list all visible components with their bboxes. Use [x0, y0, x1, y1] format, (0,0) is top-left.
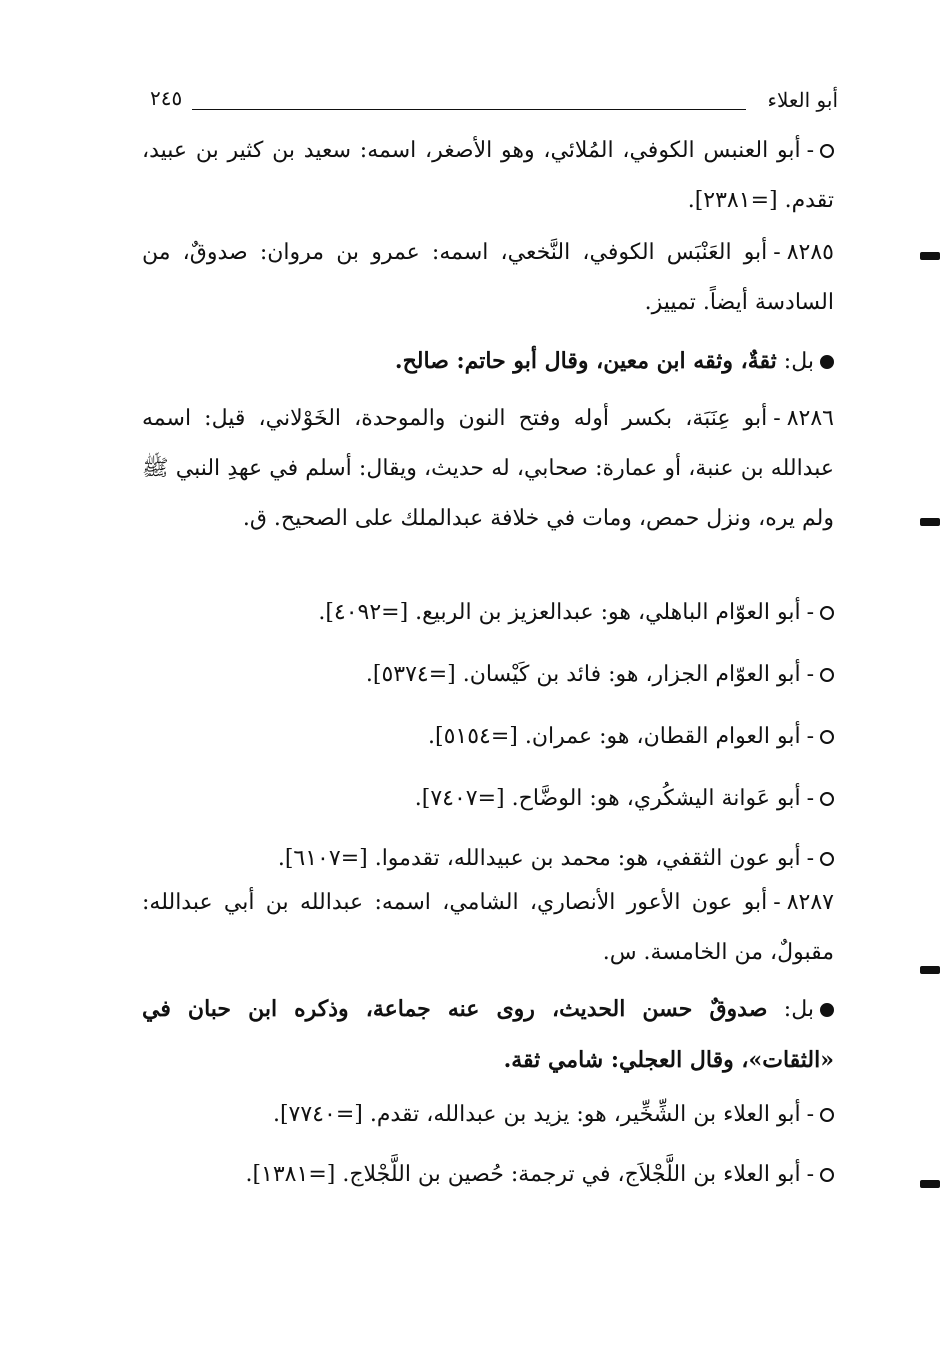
entry-text: أبو العوّام الجزار، هو: فائد بن كَيْسان. [=٥٣٧٤].	[365, 662, 801, 687]
entry-dash: -	[773, 890, 781, 915]
header-rule	[192, 109, 746, 110]
entry-text: أبو العلاء بن اللَّجْلاَج، في ترجمة: حُصين بن اللَّجْلاج. [=١٣٨١].	[245, 1162, 801, 1187]
hollow-circle-icon	[820, 606, 834, 620]
entry-dash: -	[773, 240, 781, 265]
margin-scan-mark	[920, 1180, 940, 1188]
running-head	[148, 86, 838, 120]
entry-number: ٨٢٨٥	[786, 240, 834, 265]
hollow-circle-icon	[820, 730, 834, 744]
page-number: ٢٤٥	[150, 86, 183, 110]
hollow-circle-icon	[820, 852, 834, 866]
hollow-circle-icon	[820, 144, 834, 158]
entry-number: ٨٢٨٦	[786, 406, 834, 431]
numbered-entry	[142, 394, 834, 544]
cross-reference-entry	[142, 1090, 878, 1140]
hollow-circle-icon	[820, 668, 834, 682]
entry-text: ثقةٌ، وثقه ابن معين، وقال أبو حاتم: صالح.	[394, 348, 777, 374]
entry-dash: -	[806, 786, 814, 811]
entry-dash: -	[806, 1102, 814, 1127]
entry-dash: -	[806, 846, 814, 871]
numbered-entry	[142, 228, 834, 328]
entry-lead: بل:	[783, 349, 814, 374]
entry-text: أبو العَنْبَس الكوفي، النَّخعي، اسمه: عمرو بن مروان: صدوقٌ، من السادسة أيضاً. تمييز.	[142, 240, 834, 315]
commentary-entry	[142, 984, 834, 1086]
cross-reference-entry	[142, 650, 878, 700]
entry-dash: -	[806, 662, 814, 687]
hollow-circle-icon	[820, 1168, 834, 1182]
entry-text: أبو العوام القطان، هو: عمران. [=٥١٥٤].	[428, 724, 801, 749]
filled-circle-icon	[820, 355, 834, 369]
entry-lead: بل:	[783, 997, 814, 1022]
entry-dash: -	[806, 138, 814, 163]
entry-number: ٨٢٨٧	[786, 890, 834, 915]
entry-text: أبو عِنَبَة، بكسر أوله وفتح النون والموحدة، الخَوْلاني، قيل: اسمه عبدالله بن عنبة، أو عمارة: صحابي، له حديث، ويقال: أسلم في عهدِ النبي ﷺ ولم يره، ونزل حمص، ومات في خلافة عبدالملك على الصحيح. ق.	[142, 406, 834, 531]
cross-reference-entry	[142, 126, 834, 226]
hollow-circle-icon	[820, 1108, 834, 1122]
hollow-circle-icon	[820, 792, 834, 806]
commentary-entry	[142, 336, 878, 387]
entry-text: أبو العلاء بن الشِّخِّير، هو: يزيد بن عبدالله، تقدم. [=٧٧٤٠].	[272, 1102, 801, 1127]
entry-dash: -	[806, 1162, 814, 1187]
margin-scan-mark	[920, 252, 940, 260]
entry-text: أبو عون الأعور الأنصاري، الشامي، اسمه: عبدالله بن أبي عبدالله: مقبولٌ، من الخامسة. س.	[142, 890, 834, 965]
cross-reference-entry	[142, 774, 878, 824]
entry-text: أبو العوّام الباهلي، هو: عبدالعزيز بن الربيع. [=٤٠٩٢].	[318, 600, 801, 625]
numbered-entry	[142, 878, 834, 978]
cross-reference-entry	[142, 712, 878, 762]
filled-circle-icon	[820, 1003, 834, 1017]
entry-dash: -	[773, 406, 781, 431]
entry-dash: -	[806, 600, 814, 625]
running-head-title: أبو العلاء	[767, 88, 838, 112]
entry-text: أبو عون الثقفي، هو: محمد بن عبيدالله، تقدموا. [=٦١٠٧].	[277, 846, 801, 871]
margin-scan-mark	[920, 518, 940, 526]
entry-text: صدوقٌ حسن الحديث، روى عنه جماعة، وذكره ابن حبان في «الثقات»، وقال العجلي: شامي ثقة.	[142, 996, 834, 1073]
margin-scan-mark	[920, 966, 940, 974]
cross-reference-entry	[142, 834, 878, 884]
entry-text: أبو عَوانة اليشكُري، هو: الوضَّاح. [=٧٤٠٧].	[414, 786, 801, 811]
cross-reference-entry	[142, 588, 878, 638]
entry-dash: -	[806, 724, 814, 749]
cross-reference-entry	[142, 1150, 878, 1200]
entry-text: أبو العنبس الكوفي، المُلائي، وهو الأصغر، اسمه: سعيد بن كثير بن عبيد، تقدم. [=٢٣٨١].	[142, 138, 834, 213]
